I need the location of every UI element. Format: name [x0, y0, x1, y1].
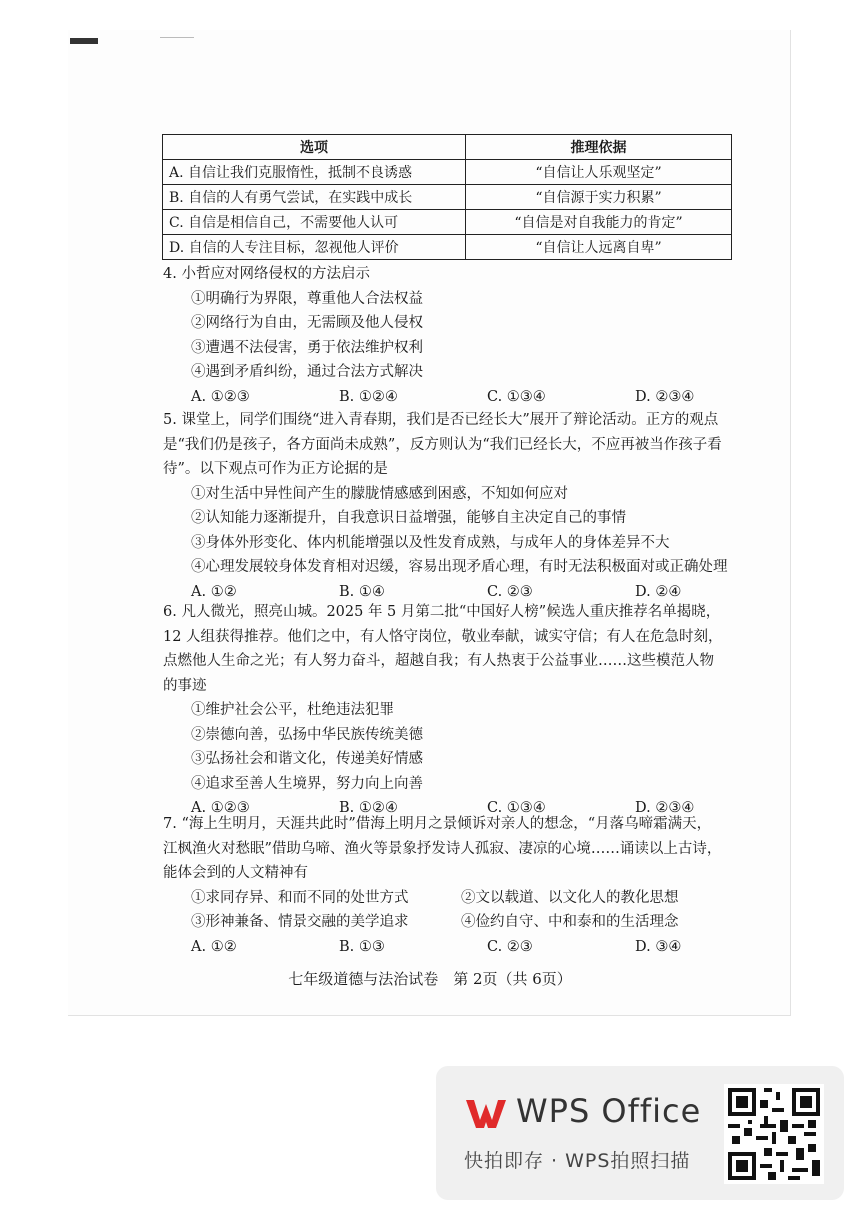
wps-watermark-banner[interactable]: [436, 1066, 844, 1200]
statement-item: ③身体外形变化、体内机能增强以及性发育成熟，与成年人的身体差异不大: [191, 534, 670, 551]
statement-item: ④遇到矛盾纠纷，通过合法方式解决: [191, 364, 423, 380]
choice-d: D. ③④: [635, 938, 682, 955]
statement-item: ①求同存异、和而不同的处世方式: [191, 889, 409, 906]
statement-item: ④追求至善人生境界，努力向上向善: [191, 775, 423, 792]
table-cell: “自信源于实力积累”: [466, 185, 732, 210]
statement-row: [163, 910, 751, 935]
statement-item: ③遭遇不法侵害，勇于依法维护权利: [191, 339, 423, 356]
question-stem: 4. 小哲应对网络侵权的方法启示: [163, 266, 370, 282]
table-header-row: [163, 135, 732, 160]
choice-a: A. ①②③: [191, 800, 250, 816]
question-stem: 5. 课堂上，同学们围绕“进入青春期，我们是否已经长大”展开了辩论活动。正方的观点是“我们仍是孩子，各方面尚未成熟”，反方则认为“我们已经长大，不应再被当作孩子看待”。以下观点可作为正方论据的是: [163, 412, 722, 477]
choice-b: B. ①②④: [339, 800, 398, 816]
choice-c: C. ②③: [487, 938, 533, 955]
table-cell: C. 自信是相信自己，不需要他人认可: [163, 210, 466, 235]
choice-c: C. ①③④: [487, 388, 546, 405]
table-row: [163, 185, 732, 210]
table-header: 选项: [163, 135, 466, 160]
choice-c: C. ②③: [487, 583, 533, 600]
table-cell: “自信让人远离自卑”: [466, 235, 732, 260]
wps-tagline: 快拍即存 · WPS拍照扫描: [464, 1150, 691, 1172]
statement-row: [163, 886, 751, 911]
statement-item: ②网络行为自由，无需顾及他人侵权: [191, 315, 423, 331]
scan-mark: [70, 38, 98, 44]
statement-item: ②文以载道、以文化人的教化思想: [461, 889, 679, 906]
question-7: [163, 812, 751, 959]
table-row: [163, 235, 732, 260]
statement-item: ①对生活中异性间产生的朦胧情感感到困惑，不知如何应对: [191, 485, 568, 502]
choice-a: A. ①②: [191, 938, 237, 955]
question-5: [163, 408, 751, 604]
choice-a: A. ①②③: [191, 388, 250, 405]
page-footer: 七年级道德与法治试卷 第 2页（共 6页）: [288, 970, 572, 988]
question-stem: 7. “海上生明月，天涯共此时”借海上明月之景倾诉对亲人的想念，“月落乌啼霜满天，江枫渔火对愁眠”借助乌啼、渔火等景象抒发诗人孤寂、凄凉的心境……诵读以上古诗，能体会到的人文精神有: [163, 816, 722, 881]
table-cell: A. 自信让我们克服惰性，抵制不良诱惑: [163, 160, 466, 185]
statement-item: ③形神兼备、情景交融的美学追求: [191, 914, 409, 930]
statement-item: ②认知能力逐渐提升，自我意识日益增强，能够自主决定自己的事情: [191, 510, 626, 526]
table-header: 推理依据: [466, 135, 732, 160]
question-stem: 6. 凡人微光，照亮山城。2025 年 5 月第二批“中国好人榜”候选人重庆推荐名单揭晓，12 人组获得推荐。他们之中，有人恪守岗位，敬业奉献，诚实守信；有人在危急时刻，点燃他人生命之光；有人努力奋斗，超越自我；有人热衷于公益事业……这些模范人物的事迹: [163, 604, 723, 694]
question-6: [163, 600, 751, 821]
options-table: [162, 134, 732, 260]
statement-item: ④俭约自守、中和泰和的生活理念: [461, 914, 679, 930]
choice-d: D. ②③④: [635, 800, 695, 816]
choice-b: B. ①③: [339, 938, 385, 955]
statement-item: ②崇德向善，弘扬中华民族传统美德: [191, 726, 423, 743]
qr-code-icon[interactable]: [724, 1084, 824, 1184]
table-cell: “自信让人乐观坚定”: [466, 160, 732, 185]
choice-d: D. ②③④: [635, 388, 695, 405]
scan-dash: [160, 37, 194, 38]
table-row: [163, 160, 732, 185]
wps-logo-icon: [464, 1096, 508, 1132]
wps-brand-name: WPS Office: [516, 1092, 702, 1130]
choice-a: A. ①②: [191, 583, 237, 600]
table-row: [163, 210, 732, 235]
answer-choices: [163, 935, 751, 960]
choice-b: B. ①④: [339, 583, 385, 600]
question-4: [163, 262, 751, 409]
choice-b: B. ①②④: [339, 388, 398, 405]
answer-choices: [163, 385, 751, 410]
table-cell: B. 自信的人有勇气尝试，在实践中成长: [163, 185, 466, 210]
table-cell: D. 自信的人专注目标，忽视他人评价: [163, 235, 466, 260]
statement-item: ①明确行为界限，尊重他人合法权益: [191, 290, 423, 307]
choice-c: C. ①③④: [487, 800, 546, 816]
statement-item: ③弘扬社会和谐文化，传递美好情感: [191, 751, 423, 767]
choice-d: D. ②④: [635, 583, 682, 600]
table-cell: “自信是对自我能力的肯定”: [466, 210, 732, 235]
statement-item: ①维护社会公平，杜绝违法犯罪: [191, 702, 394, 718]
statement-item: ④心理发展较身体发育相对迟缓，容易出现矛盾心理，有时无法积极面对或正确处理: [191, 559, 728, 575]
